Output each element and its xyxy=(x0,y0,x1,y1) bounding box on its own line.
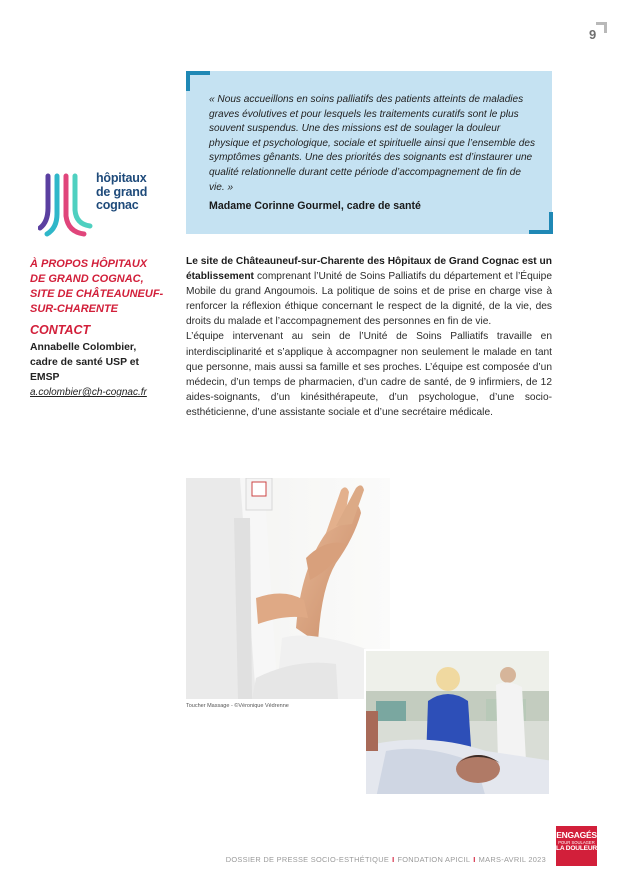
logo-line-2: de grand xyxy=(96,184,148,199)
about-heading: À PROPOS HÔPITAUX DE GRAND COGNAC, SITE DE CHÂTEAUNEUF-SUR-CHARENTE xyxy=(30,258,164,315)
body-paragraph-1 xyxy=(186,254,552,329)
contact-heading: CONTACT xyxy=(30,323,91,337)
photo-caption: Toucher Massage - ©Véronique Védrenne xyxy=(186,703,289,709)
footer-separator-2: I xyxy=(473,855,476,864)
logo-line-3: cognac xyxy=(96,198,139,212)
hospital-logo-text xyxy=(96,172,147,213)
quote-corner-top-left xyxy=(186,71,210,91)
contact-email-link[interactable]: a.colombier@ch-cognac.fr xyxy=(30,387,147,398)
body-lead: Le site de Châteauneuf-sur-Charente des Hôpitaux de Grand Cognac est un établissement xyxy=(186,256,552,283)
footer-part-2: FONDATION APICIL xyxy=(397,855,471,864)
quote-box xyxy=(186,71,552,234)
body-paragraph-1-rest: comprenant l’Unité de Soins Palliatifs du département et l’Équipe Mobile du grand Angoumois. La politique de soins et de prise en charge vise à renforcer la réflexion éthique concernant le respect de la dignité, de la vie, des droits du malade et l’accompagnement des personnes en fin de vie. xyxy=(186,271,552,328)
main-body-text xyxy=(186,254,552,420)
photo-massage-image xyxy=(186,478,390,699)
footer-part-1: DOSSIER DE PRESSE SOCIO-ESTHÉTIQUE xyxy=(225,855,390,864)
photo-room-image xyxy=(366,651,551,796)
footer-part-3: MARS-AVRIL 2023 xyxy=(478,855,546,864)
logo-line-1: hôpitaux xyxy=(96,171,147,185)
badge-line-2: POUR SOULAGER xyxy=(558,840,595,845)
sidebar xyxy=(30,257,165,398)
hospital-logo-mark xyxy=(38,170,98,242)
photo-soin-chambre xyxy=(364,649,551,796)
page-corner-mark xyxy=(596,22,607,33)
contact-name: Annabelle Colombier, cadre de santé USP et EMSP xyxy=(30,342,139,383)
quote-author: Madame Corinne Gourmel, cadre de santé xyxy=(209,200,421,213)
quote-text: « Nous accueillons en soins palliatifs des patients atteints de maladies graves évolutives et pour lesquels les traitements curatifs sont le plus souvent suspendus. Une des missions est de soulager la douleur physique et psychologique, sociale et spirituelle ainsi que l’ensemble des symptômes gênants. Une des priorités des soignants est d’instaurer une qualité relationnelle durant cette période d’accompagnement de fin de vie. » xyxy=(209,94,536,193)
hospital-logo xyxy=(38,170,158,242)
engages-badge xyxy=(556,826,597,866)
footer xyxy=(185,855,546,864)
body-paragraph-2: L’équipe intervenant au sein de l’Unité de Soins Palliatifs travaille en interdisciplinarité et s’applique à accompagner non seulement le malade en tant que personne, mais aussi sa famille et ses proches. L’équipe est composée d’un médecin, d’un temps de pharmacien, d’un cadre de santé, de 9 infirmiers, de 12 aides-soignants, d’un kinésithérapeute, d’un psychologue, d’une socio-esthéticienne, d’une assistante sociale et d’une secrétaire médicale. xyxy=(186,331,552,418)
badge-line-1: ENGAGÉS xyxy=(556,830,597,840)
quote-corner-bottom-right xyxy=(529,212,553,234)
footer-separator-1: I xyxy=(392,855,395,864)
photo-toucher-massage xyxy=(186,478,390,699)
page-number: 9 xyxy=(589,27,597,42)
badge-line-3: LA DOULEUR xyxy=(556,845,597,852)
